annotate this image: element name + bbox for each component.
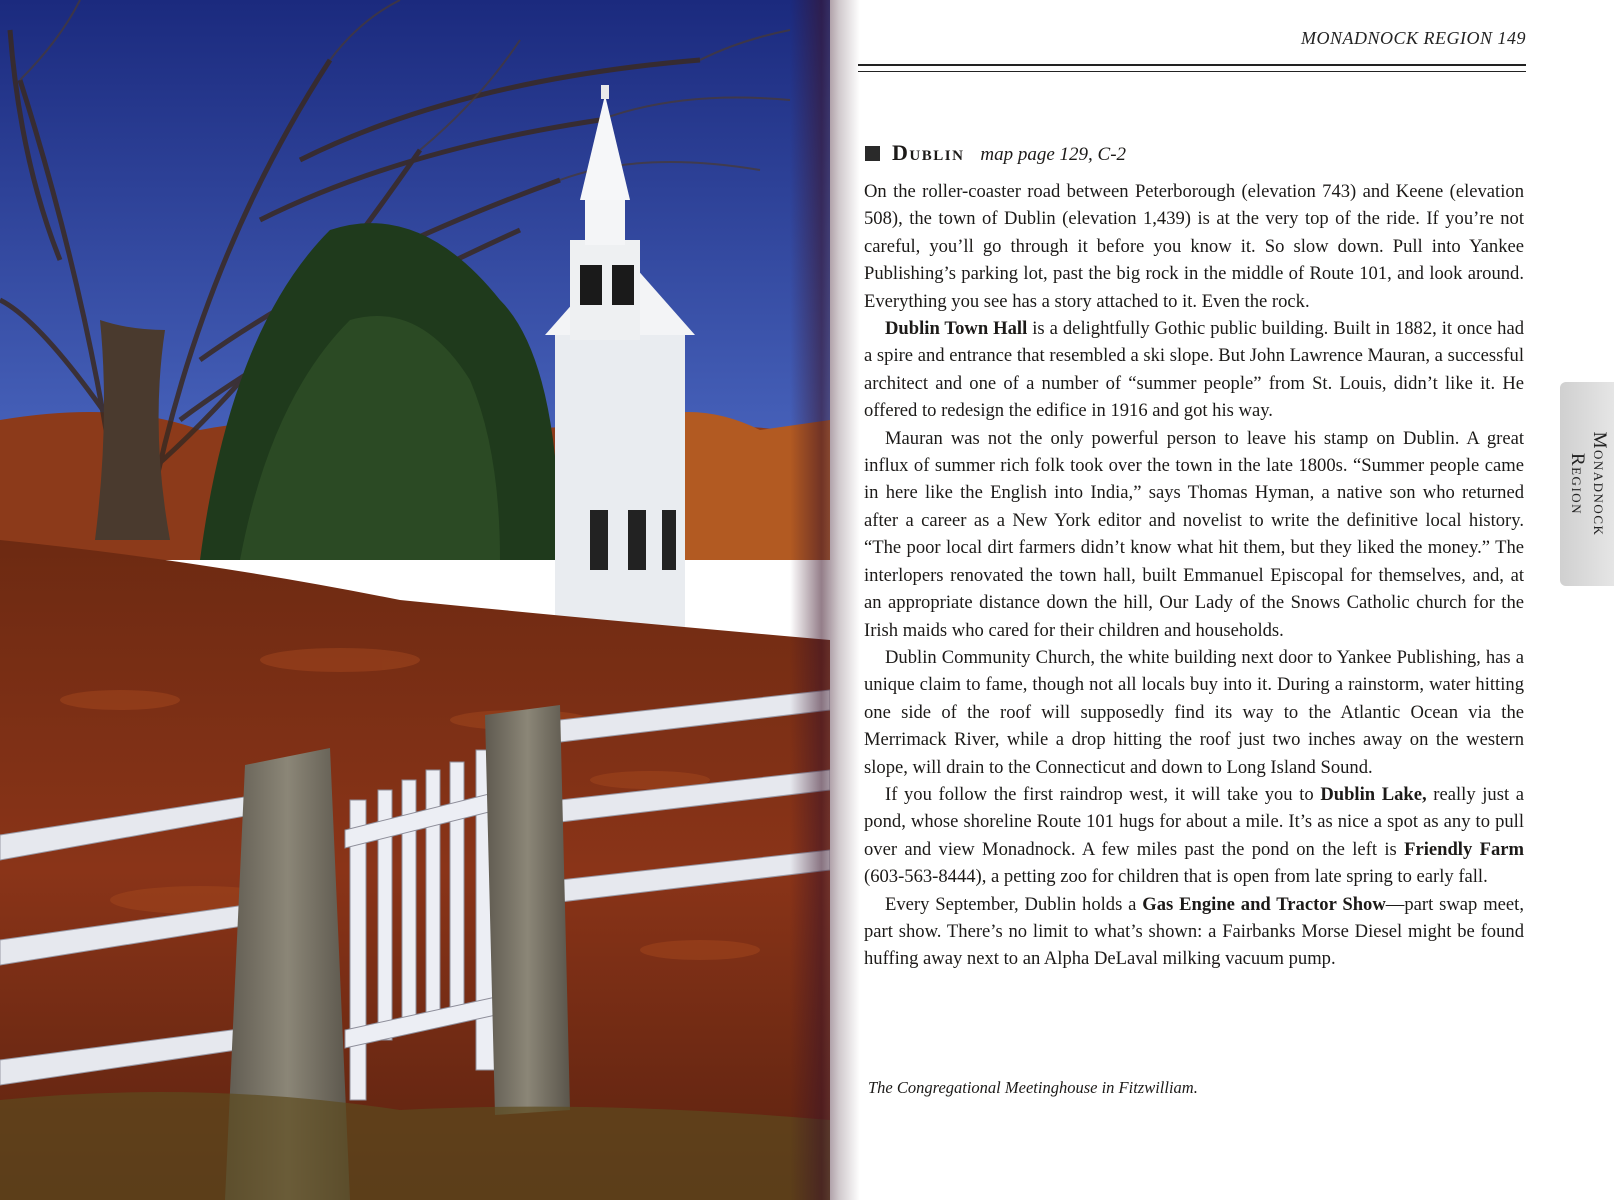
chapter-thumb-tab xyxy=(1560,382,1614,586)
bold-place-name: Gas Engine and Tractor Show xyxy=(1142,893,1386,915)
paragraph-text: is a delightfully Gothic public building. Built in 1882, it once had a spire and entrance that resembled a ski slope. But John Lawrence Mauran, a successful architect and one of a number of “summer people” from St. Louis, didn’t like it. He offered to redesign the edifice in 1916 and got his way. xyxy=(864,318,1524,422)
paragraph-text: —part swap meet, part show. There’s no limit to what’s shown: a Fairbanks Morse Diesel might be found huffing away next to an Alpha DeLaval milking vacuum pump. xyxy=(864,893,1524,970)
body-paragraph xyxy=(864,644,1524,781)
body-paragraph xyxy=(864,781,1524,891)
photo-caption: The Congregational Meetinghouse in Fitzwilliam. xyxy=(868,1078,1198,1097)
bold-place-name: Dublin Town Hall xyxy=(885,318,1028,340)
body-paragraph xyxy=(864,891,1524,973)
thumb-tab-line: Monadnock xyxy=(1589,431,1610,537)
text-page xyxy=(858,0,1614,1200)
header-rule-thick xyxy=(858,64,1526,66)
paragraph-text: really just a pond, whose shoreline Route 101 hugs for about a mile. It’s as nice a spot as any to pull over and view Monadnock. A few miles past the pond on the left is xyxy=(864,783,1524,860)
body-paragraph xyxy=(864,315,1524,425)
section-heading xyxy=(865,140,1126,166)
bold-place-name: Friendly Farm xyxy=(1404,838,1525,860)
paragraph-text: Mauran was not the only powerful person to leave his stamp on Dublin. A great influx of summer rich folk took over the town in the late 1800s. “Summer people came in here like the English into India,” says Thomas Hyman, a native son who returned after a career as a New York editor and novelist to write the definitive local history. “The poor local dirt farmers didn’t know what hit them, but they liked the money.” The interlopers renovated the town hall, built Emmanuel Episcopal for themselves, and, at an appropriate distance down the hill, Our Lady of the Snows Catholic church for the Irish maids who cared for their children and households. xyxy=(864,427,1524,641)
body-text xyxy=(864,178,1524,973)
map-reference: map page 129, C-2 xyxy=(980,144,1127,165)
paragraph-text: Every September, Dublin holds a xyxy=(885,893,1143,915)
body-paragraph xyxy=(864,178,1524,315)
header-rule-thin xyxy=(858,71,1526,72)
bold-place-name: Dublin Lake, xyxy=(1320,783,1427,805)
thumb-tab-label xyxy=(1566,432,1610,537)
paragraph-text: On the roller-coaster road between Peterborough (elevation 743) and Keene (elevation 508), the town of Dublin (elevation 1,439) is at the very top of the ride. If you’re not careful, you’ll go through it before you know it. So slow down. Pull into Yankee Publishing’s parking lot, past the big rock in the middle of Route 101, and look around. Everything you see has a story attached to it. Even the rock. xyxy=(864,181,1524,312)
thumb-tab-line: Region xyxy=(1567,452,1588,516)
paragraph-text: (603-563-8444), a petting zoo for children that is open from late spring to early fall. xyxy=(864,866,1488,888)
paragraph-text: If you follow the first raindrop west, it will take you to xyxy=(885,783,1321,805)
square-bullet-icon xyxy=(865,146,880,161)
body-paragraph xyxy=(864,425,1524,644)
section-title: Dublin xyxy=(892,140,965,165)
paragraph-text: Dublin Community Church, the white building next door to Yankee Publishing, has a unique claim to fame, though not all locals buy into it. During a rainstorm, water hitting one side of the roof will supposedly find its way to the Atlantic Ocean via the Merrimack River, while a drop hitting the roof just two inches away on the western slope, will drain to the Connecticut and down to Long Island Sound. xyxy=(864,646,1524,778)
running-head: MONADNOCK REGION 149 xyxy=(1301,28,1526,48)
